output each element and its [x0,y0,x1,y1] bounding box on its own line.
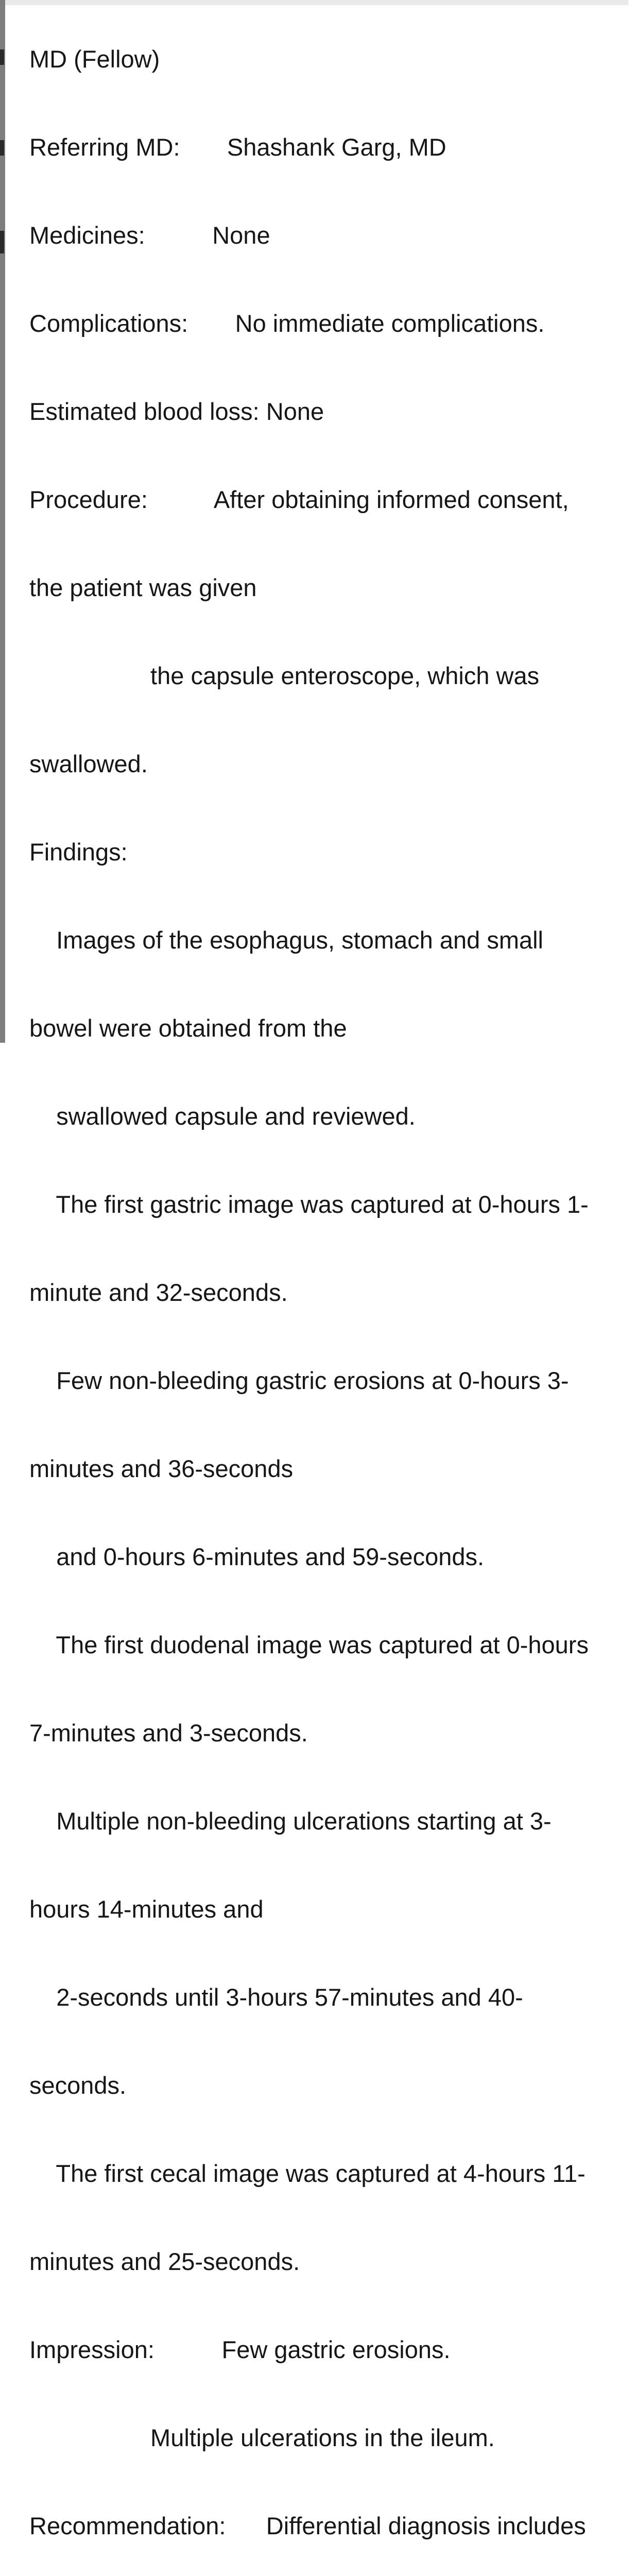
report-line: 2-seconds until 3-hours 57-minutes and 40- [29,1984,523,2011]
report-line-recommendation: Recommendation: Differential diagnosis includes [29,2512,586,2539]
report-line: The first gastric image was captured at 0-hours 1- [29,1191,589,1218]
report-line: the patient was given [29,574,257,601]
report-line: The first duodenal image was captured at 0-hours [29,1631,589,1658]
report-line: The first cecal image was captured at 4-hours 11- [29,2160,586,2187]
edge-mark [0,49,4,65]
left-window-edge [0,0,5,1043]
edge-mark [0,231,4,253]
report-line-referring-md: Referring MD: Shashank Garg, MD [29,133,446,161]
report-line: and 0-hours 6-minutes and 59-seconds. [29,1543,485,1570]
report-line-procedure: Procedure: After obtaining informed consent, [29,486,569,513]
report-line: minute and 32-seconds. [29,1279,288,1306]
report-line: seconds. [29,2072,127,2099]
report-line: bowel were obtained from the [29,1014,347,1042]
report-line: Multiple non-bleeding ulcerations starting at 3- [29,1807,552,1835]
report-line-impression: Impression: Few gastric erosions. [29,2336,451,2363]
report-line: swallowed. [29,750,148,777]
procedure-report-text [29,0,637,2576]
report-line: Images of the esophagus, stomach and small [29,926,543,954]
report-line: minutes and 25-seconds. [29,2248,300,2275]
report-line: Few non-bleeding gastric erosions at 0-hours 3- [29,1367,569,1394]
edge-mark [0,140,4,156]
report-line-findings: Findings: [29,838,128,866]
report-line-medicines: Medicines: None [29,222,270,249]
report-line: Multiple ulcerations in the ileum. [29,2424,495,2451]
report-line: 7-minutes and 3-seconds. [29,1719,308,1747]
report-line: hours 14-minutes and [29,1895,264,1923]
report-line: MD (Fellow) [29,45,160,73]
report-line: minutes and 36-seconds [29,1455,294,1482]
report-line: swallowed capsule and reviewed. [29,1103,416,1130]
report-line-blood-loss: Estimated blood loss: None [29,398,324,425]
report-line: the capsule enteroscope, which was [29,662,540,689]
report-line-complications: Complications: No immediate complications. [29,310,545,337]
